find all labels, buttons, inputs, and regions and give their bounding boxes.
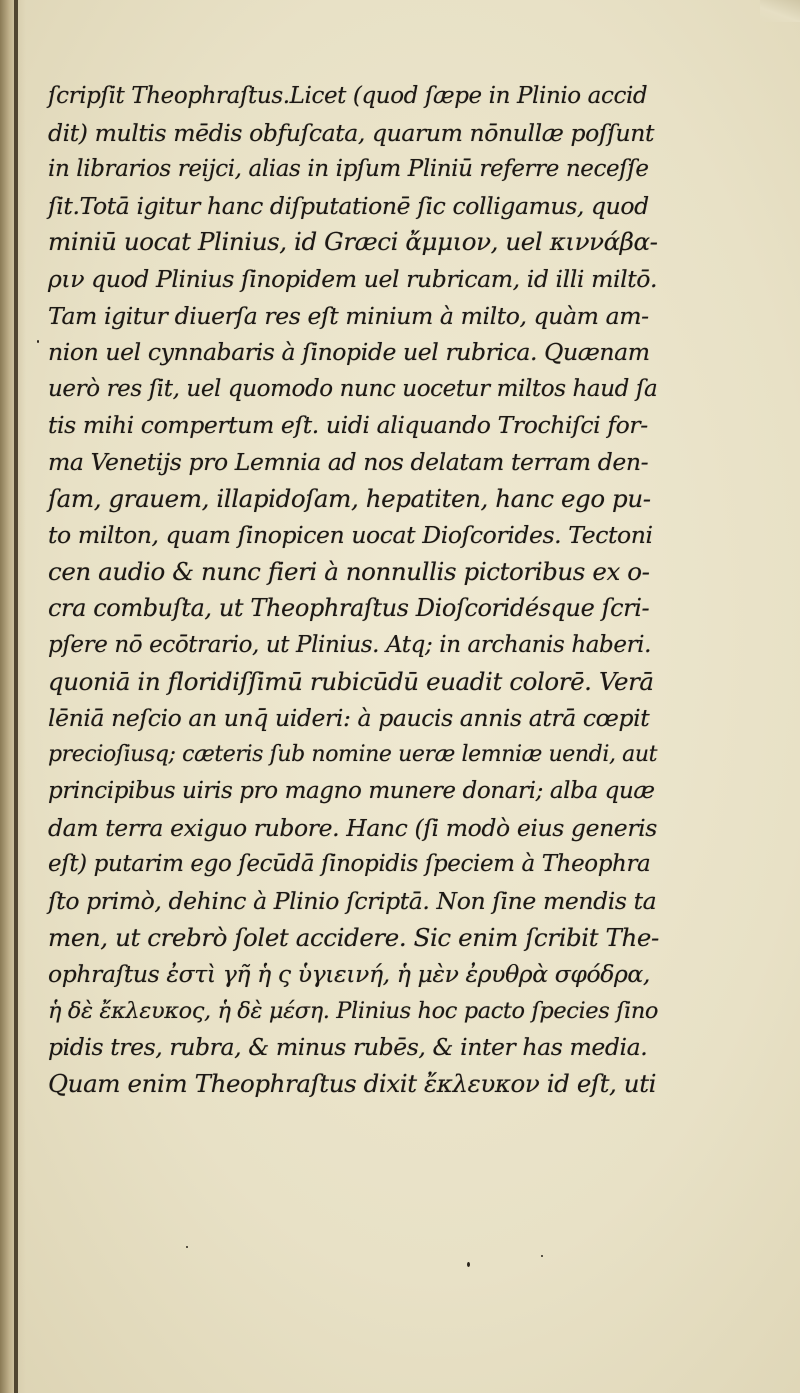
text-line: precioſiusq; cæteris ſub nomine ueræ lemniæ uendi, aut <box>48 741 658 767</box>
text-line: ſto primò, dehinc à Plinio ſcriptā. Non ſine mendis ta <box>48 887 657 916</box>
text-line: dit) multis mēdis obfuſcata, quarum nōnullæ poſſunt <box>48 118 654 147</box>
binding-shadow-line <box>14 0 18 1393</box>
text-line: Tam igitur diuerſa res eſt minium à milto, quàm am- <box>48 301 649 330</box>
text-line: ſit.Totā igitur hanc diſputationē ſic colligamus, quod <box>48 191 649 220</box>
text-line: miniū uocat Plinius, id Græci ἄμμιον, uel κιννάβα- <box>48 227 658 257</box>
text-line: Quam enim Theophraſtus dixit ἔκλευκον id eſt, uti <box>48 1069 657 1099</box>
text-line: ἡ δὲ ἔκλευκος, ἡ δὲ μέση. Plinius hoc pacto ſpecies ſino <box>48 997 659 1024</box>
text-line: ſcripſit Theophraſtus.Licet (quod ſæpe in Plinio accid <box>48 83 648 109</box>
ink-speck <box>541 1255 543 1257</box>
text-line: eſt) putarim ego ſecūdā ſinopidis ſpeciem à Theophra <box>48 851 651 878</box>
text-line: men, ut crebrò ſolet accidere. Sic enim ſcribit The- <box>48 922 659 952</box>
page-binding-edge <box>0 0 26 1393</box>
text-line: ριν quod Plinius ſinopidem uel rubricam, id illi miltō. <box>48 264 658 293</box>
text-line: ma Venetijs pro Lemnia ad nos delatam terram den- <box>48 447 649 476</box>
text-line: pidis tres, rubra, & minus rubēs, & inter has media. <box>48 1033 648 1062</box>
latin-text-block <box>48 78 660 1103</box>
text-line: ophraſtus ἐστὶ γῆ ἡ ς ὑγιεινή, ἡ μὲν ἐρυθρὰ σφόδρα, <box>48 960 650 989</box>
text-line: cra combuſta, ut Theophraſtus Dioſcoridésque ſcri- <box>48 594 650 623</box>
text-line: quoniā in floridiſſimū rubicūdū euadit colorē. Verā <box>48 666 654 696</box>
text-line: lēniā neſcio an unq̄ uideri: à paucis annis atrā cœpit <box>48 704 650 733</box>
ink-speck <box>186 1246 188 1248</box>
page-corner-fold <box>760 0 800 22</box>
ink-speck <box>37 340 39 343</box>
text-line: to milton, quam ſinopicen uocat Dioſcorides. Tectoni <box>48 521 653 550</box>
text-line: pſere nō ecōtrario, ut Plinius. Atq; in archanis haberi. <box>48 631 652 658</box>
text-line: principibus uiris pro magno munere donari; alba quæ <box>48 778 655 805</box>
ink-speck <box>467 1262 470 1267</box>
text-line: ſam, grauem, illapidoſam, hepatiten, hanc ego pu- <box>48 483 651 513</box>
text-line: cen audio & nunc fieri à nonnullis pictoribus ex o- <box>48 556 650 586</box>
text-line: uerò res ſit, uel quomodo nunc uocetur miltos haud ſa <box>48 375 658 402</box>
text-line: in librarios reijci, alias in ipſum Pliniū referre neceſſe <box>48 156 649 183</box>
text-line: nion uel cynnabaris à ſinopide uel rubrica. Quænam <box>48 338 650 367</box>
text-line: dam terra exiguo rubore. Hanc (ſi modò eius generis <box>48 813 657 842</box>
text-line: tis mihi compertum eſt. uidi aliquando Trochiſci for- <box>48 411 648 440</box>
